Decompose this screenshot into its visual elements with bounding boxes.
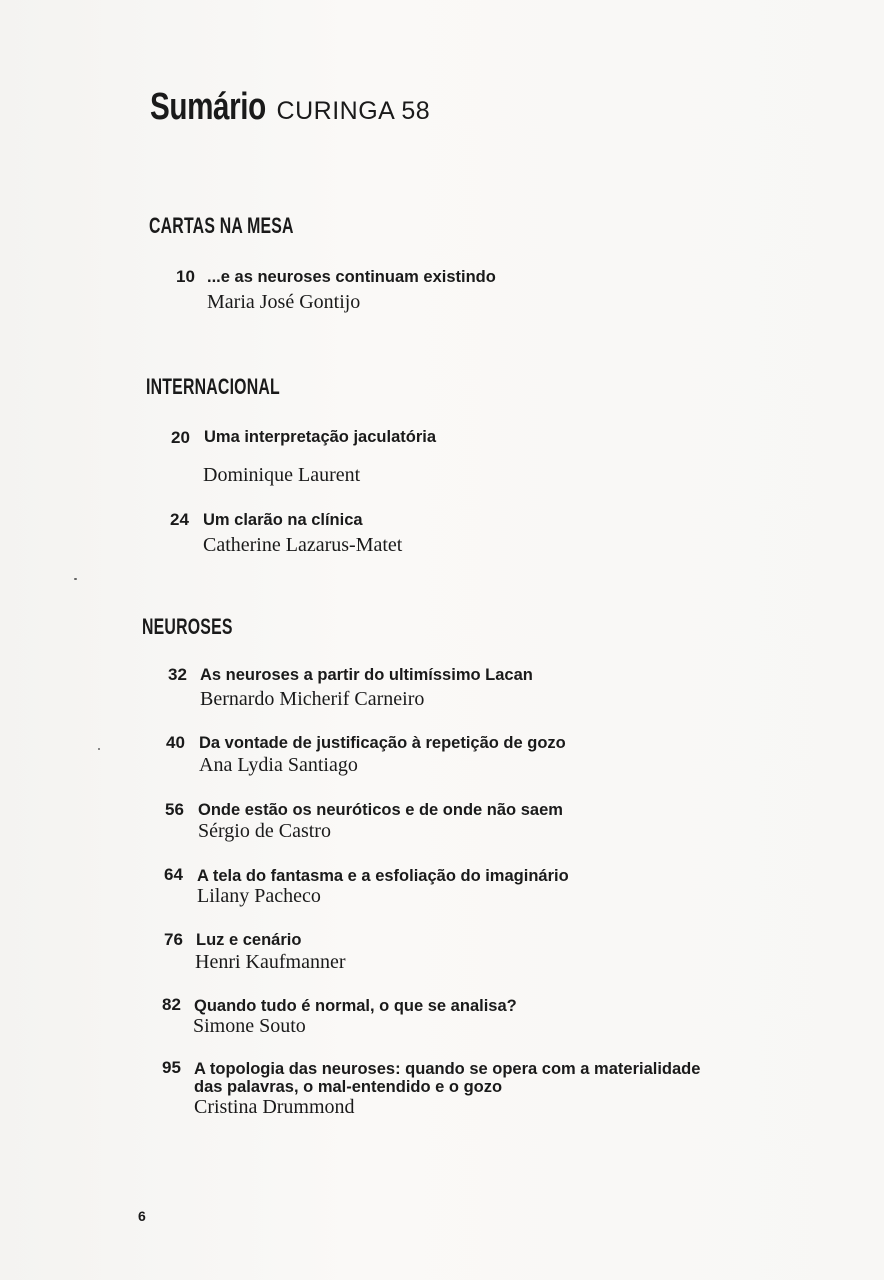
entry-author: Henri Kaufmanner (195, 951, 346, 973)
entry-page-number: 40 (166, 733, 185, 752)
title-summary: Sumário (150, 86, 266, 128)
section-heading-neuroses: NEUROSES (142, 614, 233, 639)
entry-title: Um clarão na clínica (203, 511, 363, 529)
section-heading-internacional: INTERNACIONAL (146, 374, 280, 399)
scan-speck (98, 748, 100, 750)
entry-title: ...e as neuroses continuam existindo (207, 268, 496, 286)
entry-page-number: 64 (164, 865, 183, 884)
page-title (150, 86, 430, 129)
entry-page-number: 56 (165, 800, 184, 819)
entry-author: Simone Souto (193, 1015, 306, 1037)
entry-title: Quando tudo é normal, o que se analisa? (194, 997, 517, 1015)
title-issue: CURINGA 58 (276, 97, 431, 125)
section-heading-cartas-na-mesa: CARTAS NA MESA (149, 213, 294, 238)
entry-page-number: 32 (168, 665, 187, 684)
entry-page-number: 20 (171, 428, 190, 447)
entry-title: Da vontade de justificação à repetição de gozo (199, 734, 566, 752)
page-number: 6 (138, 1208, 146, 1224)
entry-title: A tela do fantasma e a esfoliação do imaginário (197, 867, 569, 885)
entry-author: Maria José Gontijo (207, 291, 361, 313)
entry-page-number: 24 (170, 510, 189, 529)
scan-speck (74, 578, 77, 580)
entry-page-number: 82 (162, 995, 181, 1014)
entry-author: Dominique Laurent (203, 464, 361, 486)
entry-title: Onde estão os neuróticos e de onde não saem (198, 801, 563, 819)
entry-title: As neuroses a partir do ultimíssimo Lacan (200, 666, 533, 684)
entry-title-continued: das palavras, o mal-entendido e o gozo (194, 1078, 503, 1096)
entry-title: A topologia das neuroses: quando se opera com a materialidade (194, 1060, 701, 1078)
entry-title: Uma interpretação jaculatória (204, 428, 436, 446)
entry-page-number: 76 (164, 930, 183, 949)
entry-author: Bernardo Micherif Carneiro (200, 688, 425, 710)
entry-page-number: 10 (176, 267, 195, 286)
entry-author: Lilany Pacheco (197, 885, 321, 907)
entry-author: Ana Lydia Santiago (199, 754, 358, 776)
entry-author: Sérgio de Castro (198, 820, 331, 842)
entry-author: Catherine Lazarus-Matet (203, 534, 403, 556)
entry-page-number: 95 (162, 1058, 181, 1077)
entry-title: Luz e cenário (196, 931, 302, 949)
entry-author: Cristina Drummond (194, 1096, 355, 1118)
